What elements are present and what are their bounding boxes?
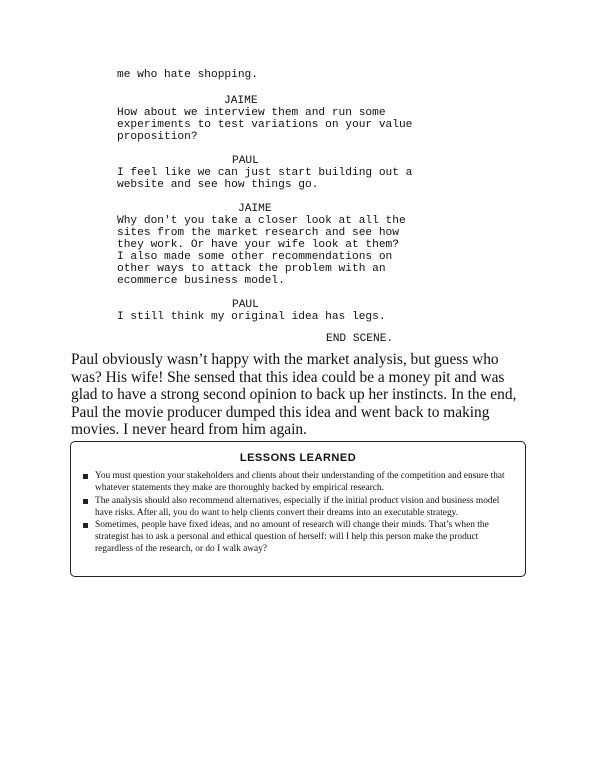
dialogue-line: I also made some other recommendations on xyxy=(117,251,393,263)
dialogue-line: sites from the market research and see how xyxy=(117,227,399,239)
dialogue-line: ecommerce business model. xyxy=(117,275,285,287)
square-bullet-icon xyxy=(83,523,88,528)
character-name: PAUL xyxy=(232,299,259,311)
lessons-learned-box xyxy=(70,441,526,577)
dialogue-line: they work. Or have your wife look at them? xyxy=(117,239,399,251)
square-bullet-icon xyxy=(83,499,88,504)
list-item: The analysis should also recommend alternatives, especially if the initial product vision and business model have risks. After all, you do want to help clients convert their dreams into an executable strategy. xyxy=(83,495,513,519)
character-name: PAUL xyxy=(232,155,259,167)
square-bullet-icon xyxy=(83,474,88,479)
character-name: JAIME xyxy=(238,203,272,215)
lessons-list xyxy=(83,470,513,556)
dialogue-line: experiments to test variations on your value xyxy=(117,119,413,131)
dialogue-line: website and see how things go. xyxy=(117,179,319,191)
lessons-title: LESSONS LEARNED xyxy=(239,452,357,464)
dialogue-line: I still think my original idea has legs. xyxy=(117,311,386,323)
dialogue-line: Why don't you take a closer look at all the xyxy=(117,215,406,227)
list-item: Sometimes, people have fixed ideas, and no amount of research will change their minds. That’s when the strategist has to ask a personal and ethical question of herself: will I help this person make the product regardless of the research, or do I walk away? xyxy=(83,519,513,555)
end-scene: END SCENE. xyxy=(326,333,394,345)
script-line: me who hate shopping. xyxy=(117,69,258,81)
dialogue-line: How about we interview them and run some xyxy=(117,107,386,119)
list-item: You must question your stakeholders and clients about their understanding of the competition and ensure that whatever statements they make are thoroughly backed by empirical research. xyxy=(83,470,513,494)
body-paragraph: Paul obviously wasn’t happy with the market analysis, but guess who was? His wife! She sensed that this idea could be a money pit and was glad to have a strong second opinion to back up her instincts. In the end, Paul the movie producer dumped this idea and went back to making movies. I never heard from him again. xyxy=(71,351,517,439)
dialogue-line: I feel like we can just start building out a xyxy=(117,167,413,179)
dialogue-line: proposition? xyxy=(117,131,198,143)
character-name: JAIME xyxy=(224,95,258,107)
dialogue-line: other ways to attack the problem with an xyxy=(117,263,386,275)
